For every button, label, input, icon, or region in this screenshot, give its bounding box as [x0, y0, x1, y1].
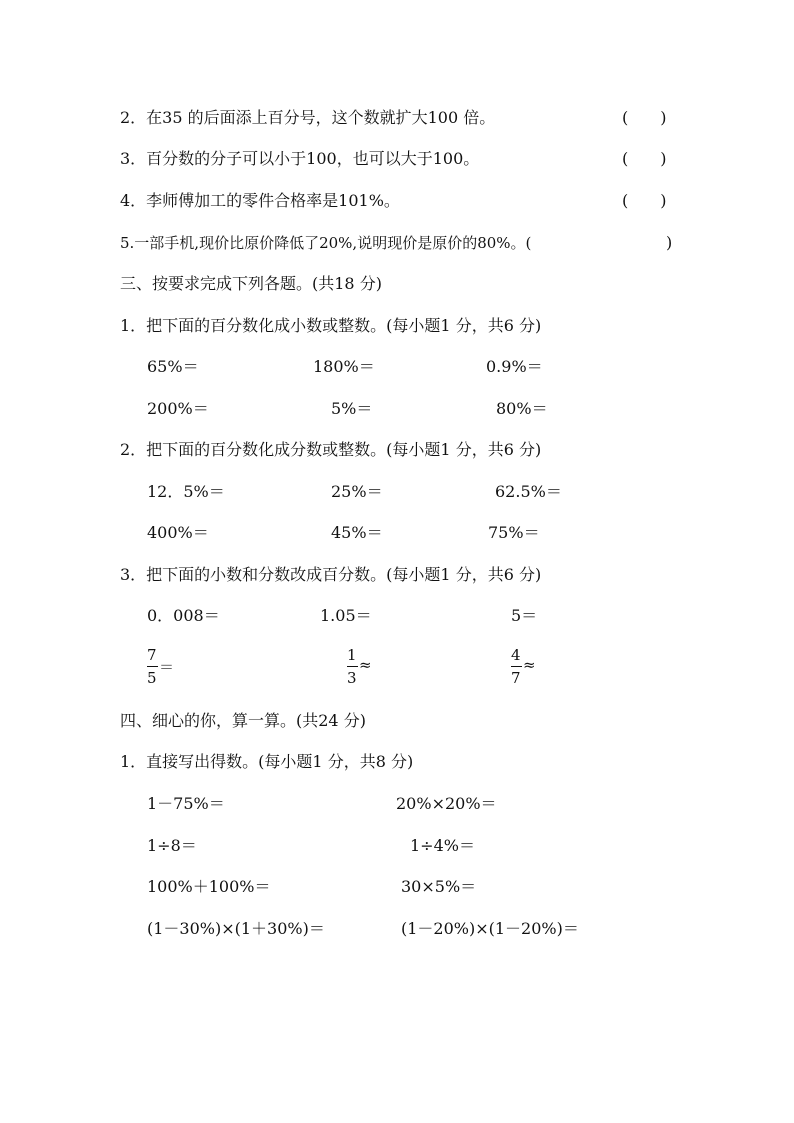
s3-q3-expr: 0．008＝	[147, 606, 220, 625]
s3-q3-title: 3．把下面的小数和分数改成百分数。(每小题1 分，共6 分)	[120, 565, 542, 584]
s4-expr: 100%＋100%＝	[147, 877, 271, 896]
fraction-operator: ＝	[159, 658, 175, 676]
s3-q3-expr: 1.05＝	[320, 606, 372, 625]
s4-expr: 1÷4%＝	[410, 836, 475, 855]
fraction-denominator: 7	[511, 669, 521, 687]
judge-item-3: 3．百分数的分子可以小于100，也可以大于100。	[120, 149, 480, 168]
s4-expr: (1－20%)×(1－20%)＝	[401, 919, 579, 938]
answer-paren-3[interactable]: ( )	[622, 149, 667, 168]
s4-expr: 30×5%＝	[401, 877, 477, 896]
s4-expr: (1－30%)×(1＋30%)＝	[147, 919, 325, 938]
s3-q2-expr: 400%＝	[147, 523, 209, 542]
fraction-operator: ≈	[359, 656, 372, 674]
section-3-title: 三、按要求完成下列各题。(共18 分)	[120, 274, 382, 293]
fraction-bar	[347, 666, 358, 667]
answer-paren-2[interactable]: ( )	[622, 108, 667, 127]
s4-expr: 1－75%＝	[147, 794, 225, 813]
s3-q1-expr: 0.9%＝	[486, 357, 543, 376]
fraction-numerator: 1	[347, 646, 357, 664]
s3-q1-expr: 180%＝	[313, 357, 375, 376]
fraction-numerator: 4	[511, 646, 521, 664]
s3-q2-expr: 12．5%＝	[147, 482, 225, 501]
s3-q3-expr: 5＝	[511, 606, 538, 625]
s3-q2-expr: 75%＝	[488, 523, 540, 542]
answer-paren-5[interactable]: )	[666, 233, 673, 252]
s3-q1-expr: 80%＝	[496, 399, 548, 418]
s4-expr: 1÷8＝	[147, 836, 197, 855]
judge-item-4: 4．李师傅加工的零件合格率是101%。	[120, 191, 400, 210]
fraction-numerator: 7	[147, 646, 157, 664]
fraction-bar	[147, 666, 158, 667]
s3-q1-expr: 200%＝	[147, 399, 209, 418]
judge-item-2: 2．在35 的后面添上百分号，这个数就扩大100 倍。	[120, 108, 496, 127]
judge-item-5: 5.一部手机,现价比原价降低了20%,说明现价是原价的80%。(	[120, 234, 532, 252]
fraction-denominator: 3	[347, 669, 357, 687]
fraction-denominator: 5	[147, 669, 157, 687]
fraction-7-5	[147, 646, 177, 692]
s3-q1-expr: 5%＝	[331, 399, 373, 418]
s3-q2-title: 2．把下面的百分数化成分数或整数。(每小题1 分，共6 分)	[120, 440, 542, 459]
s3-q1-title: 1．把下面的百分数化成小数或整数。(每小题1 分，共6 分)	[120, 316, 542, 335]
s4-q1-title: 1．直接写出得数。(每小题1 分，共8 分)	[120, 752, 414, 771]
section-4-title: 四、细心的你，算一算。(共24 分)	[120, 711, 366, 730]
s4-expr: 20%×20%＝	[396, 794, 497, 813]
fraction-4-7	[511, 646, 541, 692]
fraction-bar	[511, 666, 522, 667]
fraction-1-3	[347, 646, 377, 692]
fraction-operator: ≈	[523, 656, 536, 674]
answer-paren-4[interactable]: ( )	[622, 191, 667, 210]
s3-q2-expr: 45%＝	[331, 523, 383, 542]
s3-q2-expr: 25%＝	[331, 482, 383, 501]
s3-q2-expr: 62.5%＝	[495, 482, 562, 501]
s3-q1-expr: 65%＝	[147, 357, 199, 376]
